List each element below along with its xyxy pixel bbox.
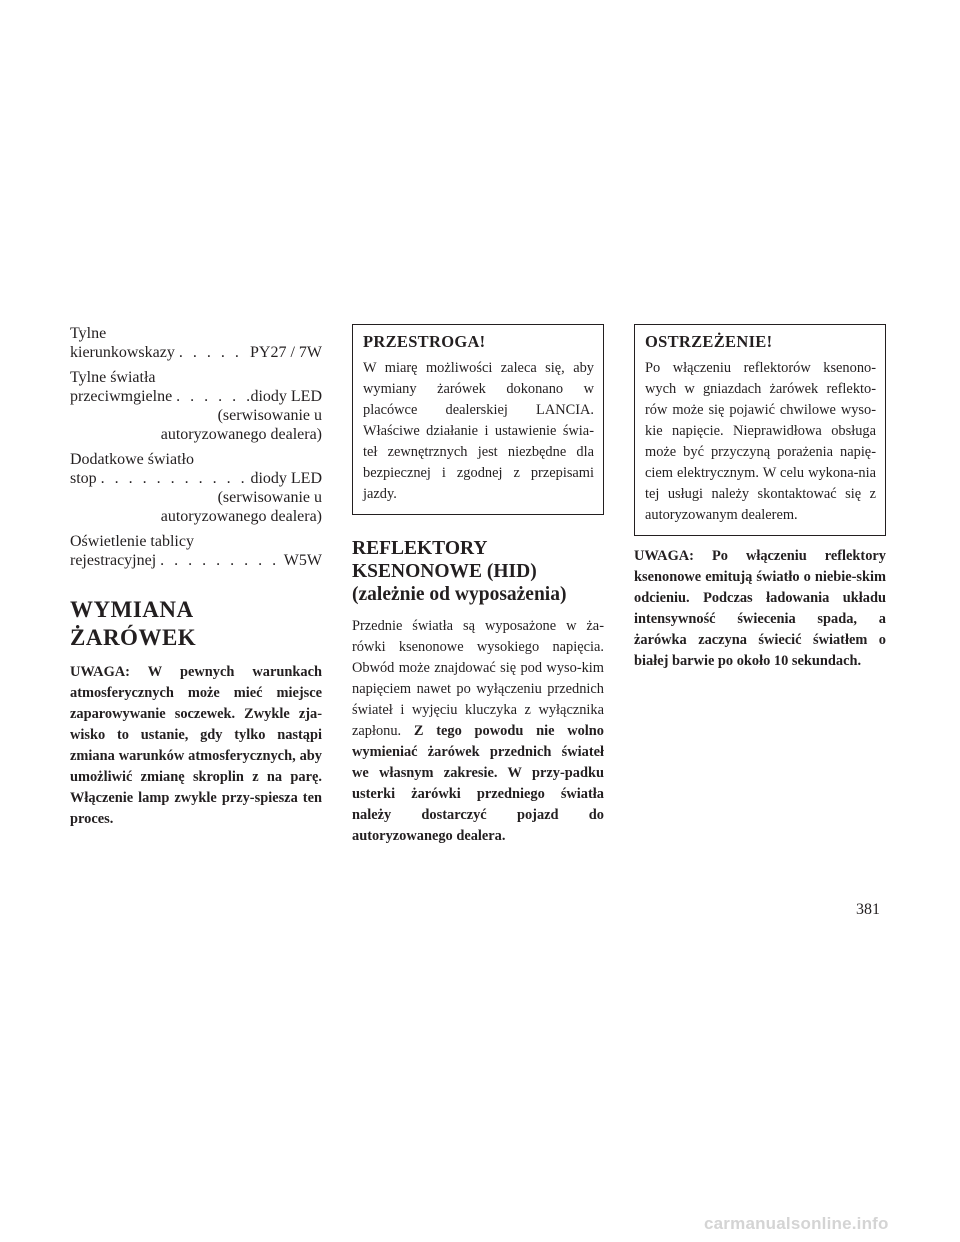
heading-line: REFLEKTORY (352, 538, 488, 559)
leader-dots (172, 387, 250, 406)
spec-license-plate-light (70, 532, 322, 570)
spec-name-cont: przeciwmgielne (70, 388, 173, 405)
section-heading-hid (352, 537, 604, 606)
spec-name: Tylne światła (70, 369, 156, 386)
spec-name-cont: stop (70, 470, 97, 487)
warning-text: Po włączeniu reflektorów ksenono-wych w gniazdach żarówek reflekto-rów może się pojawić chwilowe wyso-kie napięcie. Nieprawidłowa obsługa może być przyczyną porażenia napię-ciem elektrycznym. W celu wykona-nia tej usługi należy skontaktować się z autoryzowanym dealerem. (645, 360, 876, 523)
section-heading-bulb-replacement: WYMIANA ŻARÓWEK (70, 597, 197, 650)
spec-additional-stop-light (70, 450, 322, 526)
caution-title: PRZESTROGA! (363, 332, 486, 351)
spec-value: diody LED (250, 388, 322, 405)
leader-dots (97, 469, 251, 488)
spec-name-cont: kierunkowskazy (70, 344, 175, 361)
page-number: 381 (856, 901, 880, 918)
caution-box (352, 324, 604, 515)
warning-box (634, 324, 886, 536)
spec-value: diody LED (250, 470, 322, 487)
hid-paragraph (352, 616, 604, 847)
spec-name: Tylne (70, 325, 107, 342)
watermark: carmanualsonline.info (704, 1214, 889, 1233)
warning-title: OSTRZEŻENIE! (645, 332, 773, 351)
spec-name: Oświetlenie tablicy (70, 533, 194, 550)
spec-value: W5W (283, 552, 322, 569)
leader-dots (175, 343, 250, 362)
spec-note: autoryzowanego dealera) (160, 426, 322, 443)
spec-value: PY27 / 7W (250, 344, 322, 361)
spec-name: Dodatkowe światło (70, 451, 194, 468)
spec-note: autoryzowanego dealera) (160, 508, 322, 525)
column-left (70, 324, 322, 830)
heading-line: KSENONOWE (HID) (352, 561, 537, 582)
hid-color-note: UWAGA: Po włączeniu reflektory ksenonowe emitują światło o niebie-skim odcieniu. Podczas ładowania układu intensywność świecenia spada, a żarówka zaczyna świecić światłem o białej barwie po około 10 sekundach. (634, 548, 886, 669)
condensation-note: UWAGA: W pewnych warunkach atmosferycznych może mieć miejsce zaparowywanie soczewek. Zwykle zja-wisko to ustanie, gdy tylko nastąpi zmiana warunków atmosferycznych, aby umożliwić zmianę skroplin z na parę. Włączenie lamp zwykle przy-spiesza ten proces. (70, 664, 322, 827)
hid-text: Przednie światła są wyposażone w ża-rówki ksenonowe wysokiego napięcia. Obwód może znajdować się pod wyso-kim napięciem nawet po wyłączeniu przednich świateł i wyjęciu kluczyka z wyłącznika zapłonu. (352, 618, 604, 739)
spec-rear-turn-signals (70, 324, 322, 362)
caution-text: W miarę możliwości zaleca się, aby wymiany żarówek dokonano w placówce dealerskiej LANCIA. Właściwe działanie i ustawienie świa-teł zewnętrznych jest niezbędne dla bezpiecznej i zgodnej z przepisami jazdy. (363, 360, 594, 502)
heading-line: (zależnie od wyposażenia) (352, 584, 567, 605)
leader-dots (156, 551, 284, 570)
spec-rear-fog-lights (70, 368, 322, 444)
column-right (634, 324, 886, 672)
spec-note: (serwisowanie u (217, 407, 322, 424)
spec-name-cont: rejestracyjnej (70, 552, 157, 569)
hid-text-bold: Z tego powodu nie wolno wymieniać żarówek przednich świateł we własnym zakresie. W przy-padku usterki żarówki przedniego światła należy dostarczyć pojazd do autoryzowanego dealera. (352, 723, 605, 844)
column-middle (352, 324, 604, 847)
spec-note: (serwisowanie u (217, 489, 322, 506)
